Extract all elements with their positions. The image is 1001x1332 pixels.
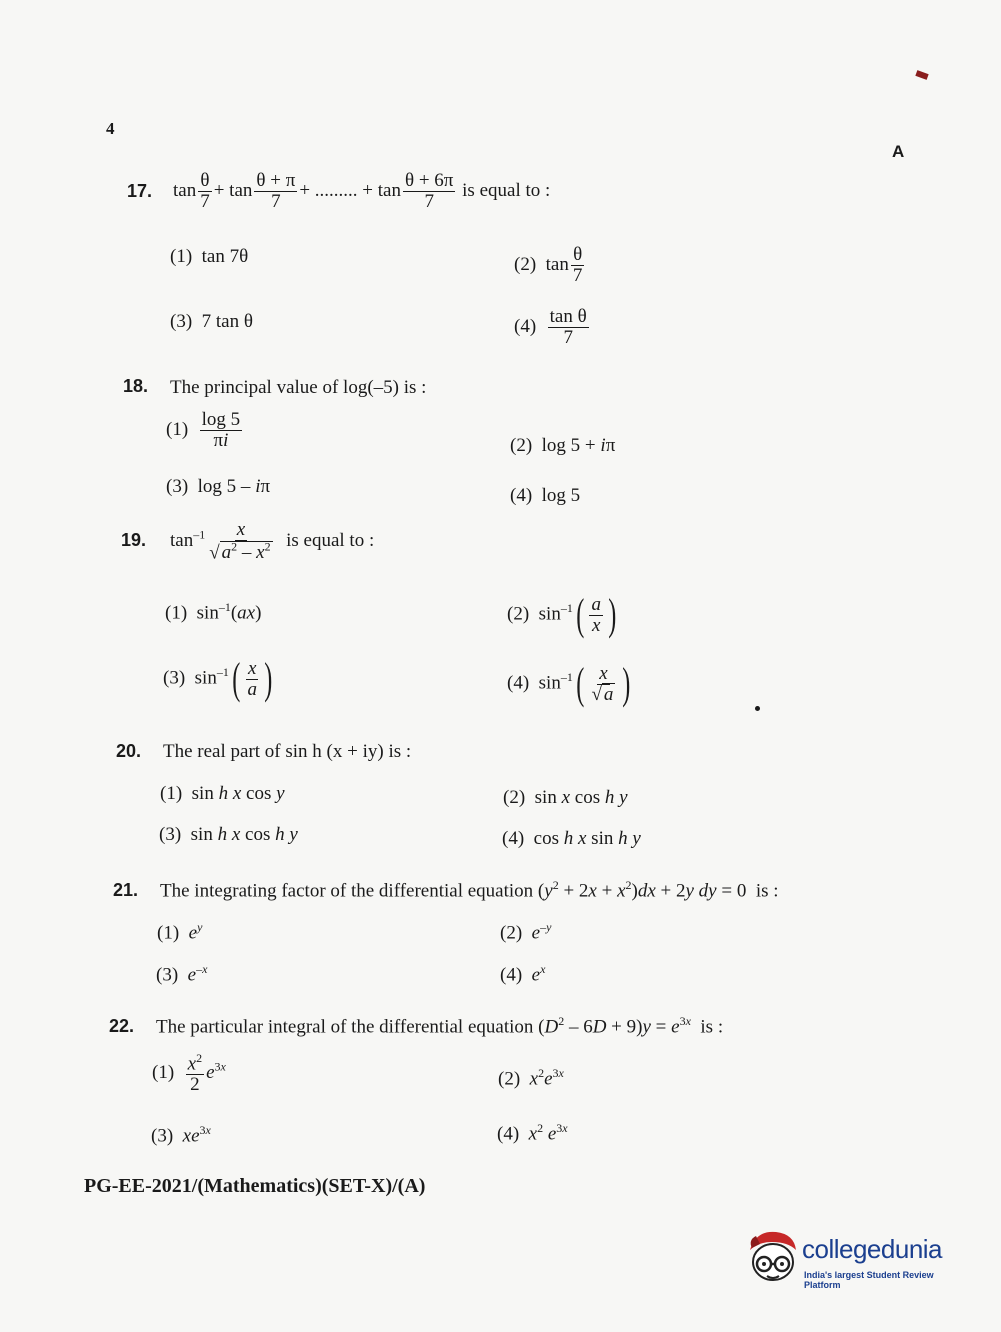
question-number: 19. xyxy=(121,530,147,550)
question-tail: is equal to : xyxy=(286,529,375,551)
option-4: (4) log 5 xyxy=(510,485,581,506)
set-letter: A xyxy=(892,142,905,161)
option-2: (2) $e^{-y}$ xyxy=(500,920,552,944)
question-tail: is : xyxy=(755,880,779,902)
question-tail: is : xyxy=(700,1016,724,1038)
question-number: 18. xyxy=(123,376,149,396)
question-number: 20. xyxy=(116,741,142,761)
logo-tagline: India's largest Student Review Platform xyxy=(804,1270,934,1290)
option-2: (2) sin x cos h y xyxy=(503,787,628,808)
question-stem: The principal value of log(–5) is : xyxy=(170,377,427,398)
option-1: (1) tan 7θ xyxy=(170,246,249,267)
option-3: (3) log 5 – iπ xyxy=(166,476,271,497)
option-2: (2) log 5 + iπ xyxy=(510,435,616,456)
option-3: (3) $xe^{3x}$ xyxy=(151,1123,211,1147)
question-number: 17. xyxy=(127,181,153,201)
option-4: (4) $\sin^{-1}$ ( $\frac{x}{√ a}$ ) xyxy=(507,659,631,708)
option-4: (4) cos h x sin h y xyxy=(502,828,641,849)
option-3: (3) sin h x cos h y xyxy=(159,824,298,845)
option-3: (3) $\sin^{-1}$ ( $\frac{x}{a}$ ) xyxy=(163,654,273,703)
question-number: 22. xyxy=(109,1016,135,1036)
corner-mark xyxy=(915,70,928,80)
question-stem: tan $\frac{\theta}{7}$ + tan $\frac{\theta + \pi}{7}$ + ......... + tan $\frac{\theta + 6\pi}{7}$ is equal to : xyxy=(173,170,551,212)
mascot-icon xyxy=(742,1228,802,1288)
question-stem: The integrating factor of the differential equation $(y^2 + 2x + x^2)dx + 2y$ dy = 0 is : xyxy=(160,878,779,902)
option-2: (2) $\sin^{-1}$ ( $\frac{a}{x}$ ) xyxy=(507,590,617,639)
option-3: (3) 7 tan θ xyxy=(170,311,253,332)
option-3: (3) $e^{-x}$ xyxy=(156,962,208,986)
option-2: (2) $x^2e^{3x}$ xyxy=(498,1066,564,1090)
question-stem: $\tan^{-1}$ $\frac{x}{√ a^2 - x^2}$ is equal to : xyxy=(170,519,375,564)
option-1: (1) $e^y$ xyxy=(157,920,203,944)
option-1: (1) $\frac{\log 5}{\pi i}$ xyxy=(166,409,241,451)
question-stem: The particular integral of the differential equation $(D^2 - 6D + 9)y = e^{3x}$ is : xyxy=(156,1014,724,1038)
question-tail: is equal to : xyxy=(462,179,551,201)
stray-dot xyxy=(755,706,760,711)
option-1: (1) $\sin^{-1}(ax)$ xyxy=(165,600,262,624)
option-1: (1) $\frac{x^2}{2}$ $e^{3x}$ xyxy=(152,1051,226,1096)
option-1: (1) sin h x cos y xyxy=(160,783,285,804)
page-number: 4 xyxy=(106,119,115,138)
option-4: (4) $x^2$ $e^{3x}$ xyxy=(497,1121,568,1145)
option-4: (4) $e^x$ xyxy=(500,962,546,986)
question-stem: The real part of sin h (x + iy) is : xyxy=(163,741,412,762)
logo-brand: collegedunia xyxy=(802,1234,943,1264)
option-4: (4) $\frac{\text{tan θ}}{7}$ xyxy=(514,306,587,348)
question-stem-text: The particular integral of the differential equation xyxy=(156,1016,534,1038)
footer-code: PG-EE-2021/(Mathematics)(SET-X)/(A) xyxy=(84,1175,426,1197)
option-2: (2) tan $\frac{\theta}{7}$ xyxy=(514,244,583,286)
question-stem-text: The integrating factor of the differential equation xyxy=(160,880,534,902)
question-number: 21. xyxy=(113,880,139,900)
collegedunia-logo xyxy=(742,1228,972,1292)
